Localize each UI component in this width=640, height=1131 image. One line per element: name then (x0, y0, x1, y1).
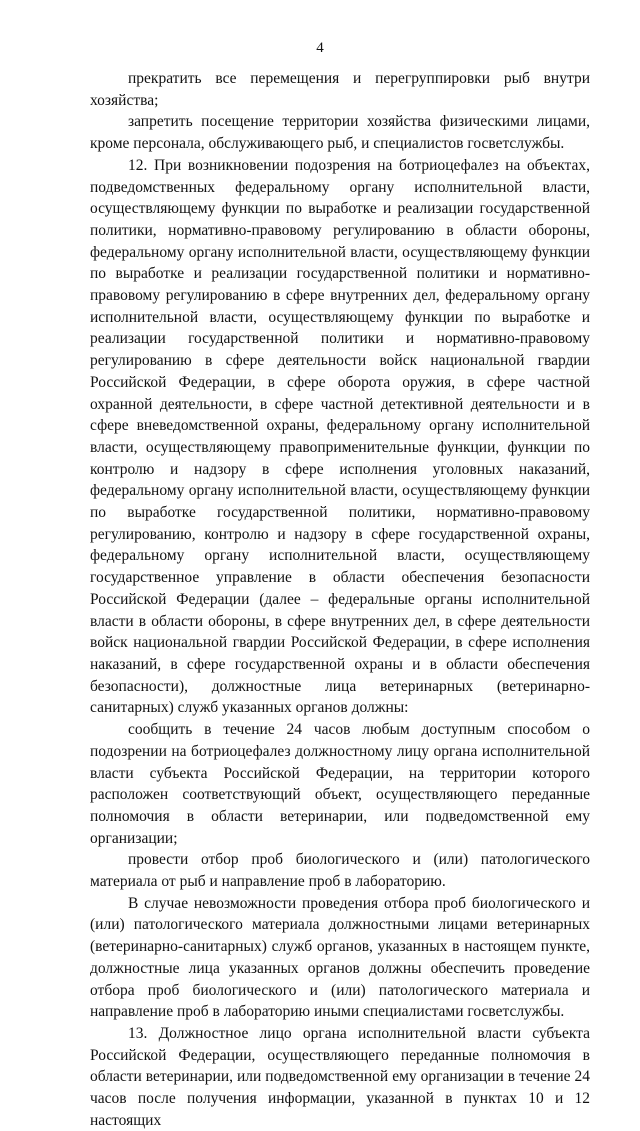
paragraph-sampling: провести отбор проб биологического и (или) патологического материала от рыб и направление проб в лабораторию. (90, 851, 590, 891)
page-number: 4 (316, 40, 324, 56)
paragraph-item-13: 13. Должностное лицо органа исполнительной власти субъекта Российской Федерации, осуществляющего переданные полномочия в области ветеринарии, или подведомственной ему организации в течение 24 часов после получения информации, указанной в пунктах 10 и 12 настоящих (90, 1024, 590, 1129)
paragraph-item-12: 12. При возникновении подозрения на ботриоцефалез на объектах, подведомственных федеральному органу исполнительной власти, осуществляющему функции по выработке и реализации государственной политики, нормативно-правовому регулированию в области обороны, федеральному органу исполнительной власти, осуществляющему функции по выработке и реализации государственной политики и нормативно-правовому регулированию в сфере внутренних дел, федеральному органу исполнительной власти, осуществляющему функции по выработке и реализации государственной политики и нормативно-правовому регулированию в сфере деятельности войск национальной гвардии Российской Федерации, в сфере оборота оружия, в сфере частной охранной деятельности, в сфере частной детективной деятельности и в сфере вневедомственной охраны, федеральному органу исполнительной власти, осуществляющему правоприменительные функции, функции по контролю и надзору в сфере исполнения уголовных наказаний, федеральному органу исполнительной власти, осуществляющему функции по выработке государственной политики, нормативно-правовому регулированию, контролю и надзору в сфере государственной охраны, федеральному органу исполнительной власти, осуществляющему государственное управление в области обеспечения безопасности Российской Федерации (далее – федеральные органы исполнительной власти в области обороны, в сфере внутренних дел, в сфере деятельности войск национальной гвардии Российской Федерации, в сфере исполнения наказаний, в сфере государственной охраны и в области обеспечения безопасности), должностные лица ветеринарных (ветеринарно-санитарных) служб указанных органов должны: (90, 156, 590, 717)
paragraph-prohibit-visits: запретить посещение территории хозяйства физическими лицами, кроме персонала, обслуживающего рыб, и специалистов госветслужбы. (90, 113, 590, 153)
paragraph-sampling-impossible: В случае невозможности проведения отбора проб биологического и (или) патологического материала должностными лицами ветеринарных (ветеринарно-санитарных) служб органов, указанных в настоящем пункте, должностные лица указанных органов должны обеспечить проведение отбора проб биологического и (или) патологического материала и направление проб в лабораторию иными специалистами госветслужбы. (90, 894, 590, 1021)
paragraph-stop-movements: прекратить все перемещения и перегруппировки рыб внутри хозяйства; (90, 70, 590, 109)
document-body (90, 68, 590, 1131)
paragraph-notify: сообщить в течение 24 часов любым доступным способом о подозрении на ботриоцефалез должностному лицу органа исполнительной власти субъекта Российской Федерации, на территории которого расположен соответствующий объект, осуществляющего переданные полномочия в области ветеринарии, или подведомственной ему организации; (90, 721, 590, 847)
